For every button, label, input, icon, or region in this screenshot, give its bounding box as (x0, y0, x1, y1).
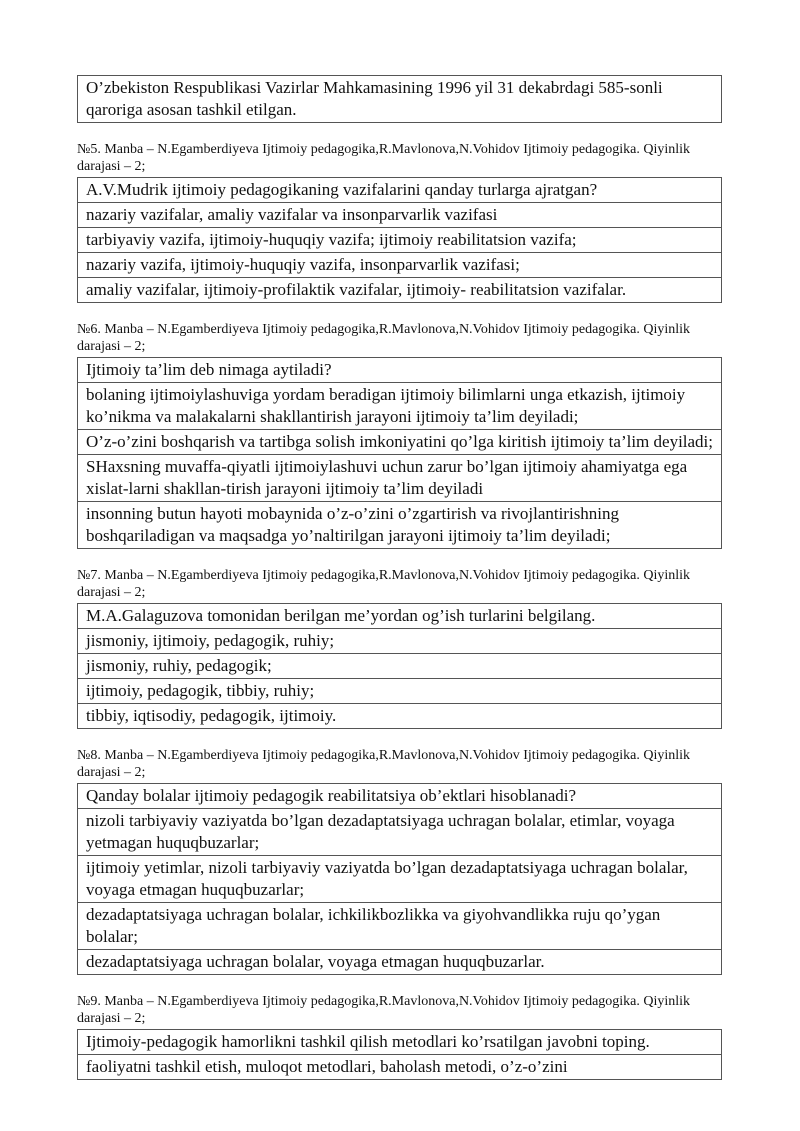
table-row: O’z-o’zini boshqarish va tartibga solish imkoniyatini qo’lga kiritish ijtimoiy ta’lim deyiladi; (78, 429, 721, 454)
question-9-meta: №9. Manba – N.Egamberdiyeva Ijtimoiy pedagogika,R.Mavlonova,N.Vohidov Ijtimoiy pedagogika. Qiyinlik darajasi – 2; (77, 994, 691, 1026)
question-6-table (77, 357, 722, 549)
question-8-text: Qanday bolalar ijtimoiy pedagogik reabilitatsiya ob’ektlari hisoblanadi? (86, 786, 577, 805)
table-row: O’zbekiston Respublikasi Vazirlar Mahkamasining 1996 yil 31 dekabrdagi 585-sonli qaroriga asosan tashkil etilgan. (86, 78, 663, 119)
question-7-text: M.A.Galaguzova tomonidan berilgan me’yordan og’ish turlarini belgilang. (86, 606, 596, 625)
table-row: insonning butun hayoti mobaynida o’z-o’zini o’zgartirish va rivojlantirishning boshqariladigan va maqsadga yo’naltirilgan jarayoni ijtimoiy ta’lim deyiladi; (78, 501, 721, 548)
table-row: dezadaptatsiyaga uchragan bolalar, voyaga etmagan huquqbuzarlar. (78, 949, 721, 974)
table-row: jismoniy, ijtimoiy, pedagogik, ruhiy; (78, 628, 721, 653)
question-6-meta: №6. Manba – N.Egamberdiyeva Ijtimoiy pedagogika,R.Mavlonova,N.Vohidov Ijtimoiy pedagogika. Qiyinlik darajasi – 2; (77, 322, 691, 354)
table-row: dezadaptatsiyaga uchragan bolalar, ichkilikbozlikka va giyohvandlikka ruju qo’ygan bolalar; (78, 902, 721, 949)
table-row: amaliy vazifalar, ijtimoiy-profilaktik vazifalar, ijtimoiy- reabilitatsion vazifalar. (78, 277, 721, 302)
question-9-table (77, 1029, 722, 1080)
question-5-meta: №5. Manba – N.Egamberdiyeva Ijtimoiy pedagogika,R.Mavlonova,N.Vohidov Ijtimoiy pedagogika. Qiyinlik darajasi – 2; (77, 142, 691, 174)
document-page (77, 75, 722, 1080)
table-row: tibbiy, iqtisodiy, pedagogik, ijtimoiy. (78, 703, 721, 728)
answer-table-4 (77, 75, 722, 123)
table-row: SHaxsning muvaffa-qiyatli ijtimoiylashuvi uchun zarur bo’lgan ijtimoiy ahamiyatga ega xislat-larni shakllan-tirish jarayoni ijtimoiy ta’lim deyiladi (78, 454, 721, 501)
question-6-text: Ijtimoiy ta’lim deb nimaga aytiladi? (86, 360, 332, 379)
table-row: nazariy vazifa, ijtimoiy-huquqiy vazifa, insonparvarlik vazifasi; (78, 252, 721, 277)
question-5-text: A.V.Mudrik ijtimoiy pedagogikaning vazifalarini qanday turlarga ajratgan? (86, 180, 598, 199)
table-row: faoliyatni tashkil etish, muloqot metodlari, baholash metodi, o’z-o’zini (78, 1054, 721, 1079)
table-row: nazariy vazifalar, amaliy vazifalar va insonparvarlik vazifasi (78, 202, 721, 227)
table-row: ijtimoiy yetimlar, nizoli tarbiyaviy vaziyatda bo’lgan dezadaptatsiyaga uchragan bolalar, voyaga etmagan huquqbuzarlar; (78, 855, 721, 902)
table-row: jismoniy, ruhiy, pedagogik; (78, 653, 721, 678)
table-row: ijtimoiy, pedagogik, tibbiy, ruhiy; (78, 678, 721, 703)
table-row: tarbiyaviy vazifa, ijtimoiy-huquqiy vazifa; ijtimoiy reabilitatsion vazifa; (78, 227, 721, 252)
question-7-table (77, 603, 722, 729)
question-5-table (77, 177, 722, 303)
question-7-meta: №7. Manba – N.Egamberdiyeva Ijtimoiy pedagogika,R.Mavlonova,N.Vohidov Ijtimoiy pedagogika. Qiyinlik darajasi – 2; (77, 568, 691, 600)
table-row: bolaning ijtimoiylashuviga yordam beradigan ijtimoiy bilimlarni unga etkazish, ijtimoiy ko’nikma va malakalarni shakllantirish jarayoni ijtimoiy ta’lim deyiladi; (78, 382, 721, 429)
table-row: nizoli tarbiyaviy vaziyatda bo’lgan dezadaptatsiyaga uchragan bolalar, etimlar, voyaga yetmagan huquqbuzarlar; (78, 808, 721, 855)
question-8-meta: №8. Manba – N.Egamberdiyeva Ijtimoiy pedagogika,R.Mavlonova,N.Vohidov Ijtimoiy pedagogika. Qiyinlik darajasi – 2; (77, 748, 691, 780)
question-8-table (77, 783, 722, 975)
question-9-text: Ijtimoiy-pedagogik hamorlikni tashkil qilish metodlari ko’rsatilgan javobni toping. (86, 1032, 650, 1051)
